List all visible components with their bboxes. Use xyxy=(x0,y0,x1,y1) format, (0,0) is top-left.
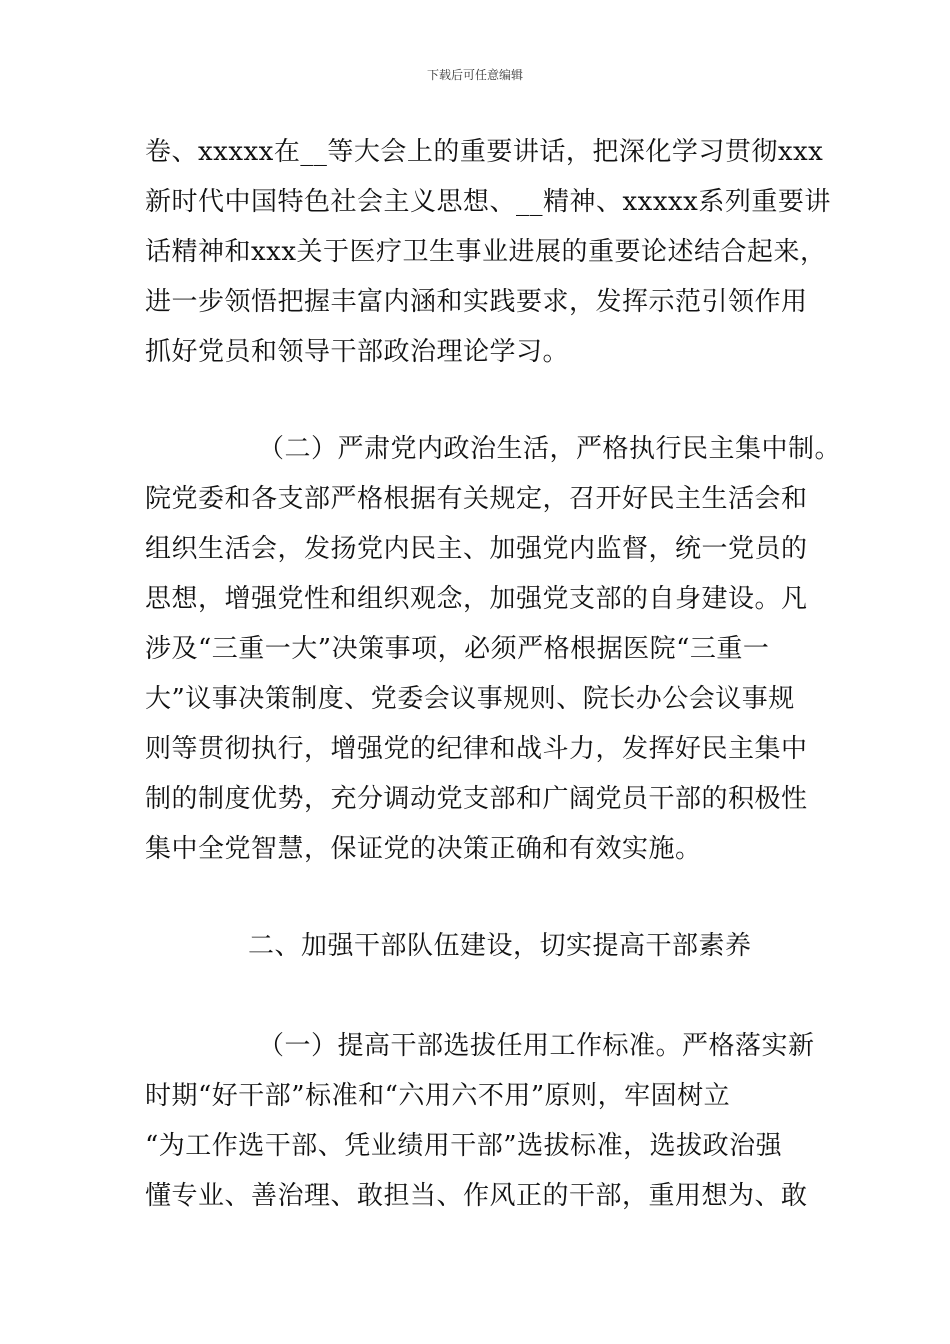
subsection-heading-1: （一）提高干部选拔任用工作标准。严格落实新 xyxy=(258,1031,815,1061)
paragraph-line: 集中全党智慧，保证党的决策正确和有效实施。 xyxy=(145,834,702,864)
subsection-heading-2: （二）严肃党内政治生活，严格执行民主集中制。 xyxy=(258,434,842,464)
paragraph-line: 抓好党员和领导干部政治理论学习。 xyxy=(145,337,570,367)
section-heading: 二、加强干部队伍建设，切实提高干部素养 xyxy=(248,931,752,961)
paragraph-line: 时期“好干部”标准和“六用六不用”原则，牢固树立 xyxy=(145,1081,731,1111)
paragraph-line: 话精神和xxx关于医疗卫生事业进展的重要论述结合起来， xyxy=(145,237,827,267)
page-header: 下载后可任意编辑 xyxy=(426,68,523,82)
paragraph-line: 制的制度优势，充分调动党支部和广阔党员干部的积极性 xyxy=(145,784,808,814)
paragraph-line: 院党委和各支部严格根据有关规定，召开好民主生活会和 xyxy=(145,484,808,514)
paragraph-line: 大”议事决策制度、党委会议事规则、院长办公会议事规 xyxy=(145,684,795,714)
paragraph-line: 涉及“三重一大”决策事项，必须严格根据医院“三重一 xyxy=(145,634,770,664)
paragraph-line: “为工作选干部、凭业绩用干部”选拔标准，选拔政治强 xyxy=(145,1131,783,1161)
paragraph-line: 则等贯彻执行，增强党的纪律和战斗力，发挥好民主集中 xyxy=(145,734,808,764)
paragraph-line: 组织生活会，发扬党内民主、加强党内监督，统一党员的 xyxy=(145,534,808,564)
paragraph-line: 卷、xxxxx在__等大会上的重要讲话，把深化学习贯彻xxx xyxy=(145,137,824,167)
paragraph-line: 新时代中国特色社会主义思想、__精神、xxxxx系列重要讲 xyxy=(145,187,831,217)
paragraph-line: 进一步领悟把握丰富内涵和实践要求，发挥示范引领作用 xyxy=(145,287,808,317)
paragraph-line: 思想，增强党性和组织观念，加强党支部的自身建设。凡 xyxy=(145,584,808,614)
paragraph-line: 懂专业、善治理、敢担当、作风正的干部，重用想为、敢 xyxy=(145,1181,808,1211)
